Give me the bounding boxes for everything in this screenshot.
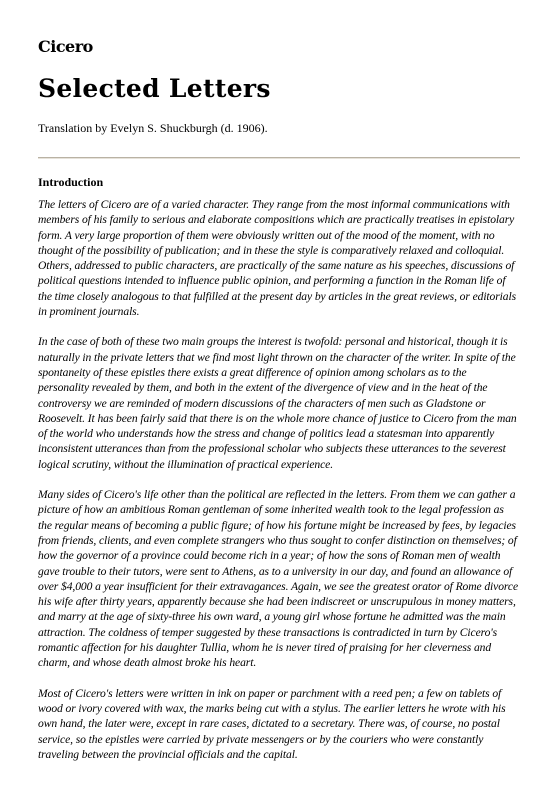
section-heading: Introduction	[38, 175, 104, 189]
paragraph: Most of Cicero's letters were written in ink on paper or parchment with a reed pen; a few on tablets of wood or ivory covered with wax, the marks being cut with a stylus. The earlier letters he wrote with his own hand, the later were, except in rare cases, dictated to a secretary. There was, of course, no postal service, so the epistles were carried by private messengers or by the couriers who were constantly traveling between the provincial officials and the capital.	[38, 686, 506, 761]
introduction-body	[38, 197, 520, 777]
paragraph: Many sides of Cicero's life other than the political are reflected in the letters. From them we can gather a picture of how an ambitious Roman gentleman of some inherited wealth took to the legal profession as the regular means of becoming a public figure; of how his fortune might be increased by fees, by legacies from friends, clients, and even complete strangers who thus sought to confer distinction on themselves; of how the governor of a province could become rich in a year; of how the sons of Roman men of wealth gave trouble to their tutors, were sent to Athens, as to a university in our day, and found an allowance of over $4,000 a year insufficient for their extravagances. Again, we see the greatest orator of Rome divorce his wife after thirty years, apparently because she had been indiscreet or unscrupulous in money matters, and marry at the age of sixty-three his own ward, a young girl whose fortune he admitted was the main attraction. The coldness of temper suggested by these transactions is contradicted in turn by Cicero's romantic affection for his daughter Tullia, whom he is never tired of praising for her cleverness and charm, and whose death almost broke his heart.	[38, 488, 518, 670]
horizontal-divider	[38, 157, 520, 159]
page-title: Selected Letters	[38, 74, 271, 103]
paragraph: The letters of Cicero are of a varied character. They range from the most informal communications with members of his family to serious and elaborate compositions which are practically treatises in epistolary form. A very large proportion of them were obviously written out of the mood of the moment, with no thought of the possibility of publication; and in these the style is comparatively relaxed and colloquial. Others, addressed to public characters, are practically of the same nature as his speeches, discussions of political questions intended to influence public opinion, and performing a function in the Roman life of the time closely analogous to that fulfilled at the present day by articles in the great reviews, or editorials in prominent journals.	[38, 198, 517, 319]
author-name: Cicero	[38, 37, 93, 56]
paragraph: In the case of both of these two main groups the interest is twofold: personal and historical, though it is naturally in the private letters that we find most light thrown on the character of the writer. In spite of the spontaneity of these epistles there exists a great difference of opinion among scholars as to the personality revealed by them, and both in the extent of the divergence of view and in the heat of the controversy we are reminded of modern discussions of the characters of men such as Gladstone or Roosevelt. It has been fairly said that there is on the whole more chance of justice to Cicero from the man of the world who understands how the stress and change of politics lead a statesman into apparently inconsistent utterances than from the professional scholar who subjects these utterances to the severest logical scrutiny, without the illumination of practical experience.	[38, 335, 517, 471]
translation-credit: Translation by Evelyn S. Shuckburgh (d. 1906).	[38, 121, 268, 135]
